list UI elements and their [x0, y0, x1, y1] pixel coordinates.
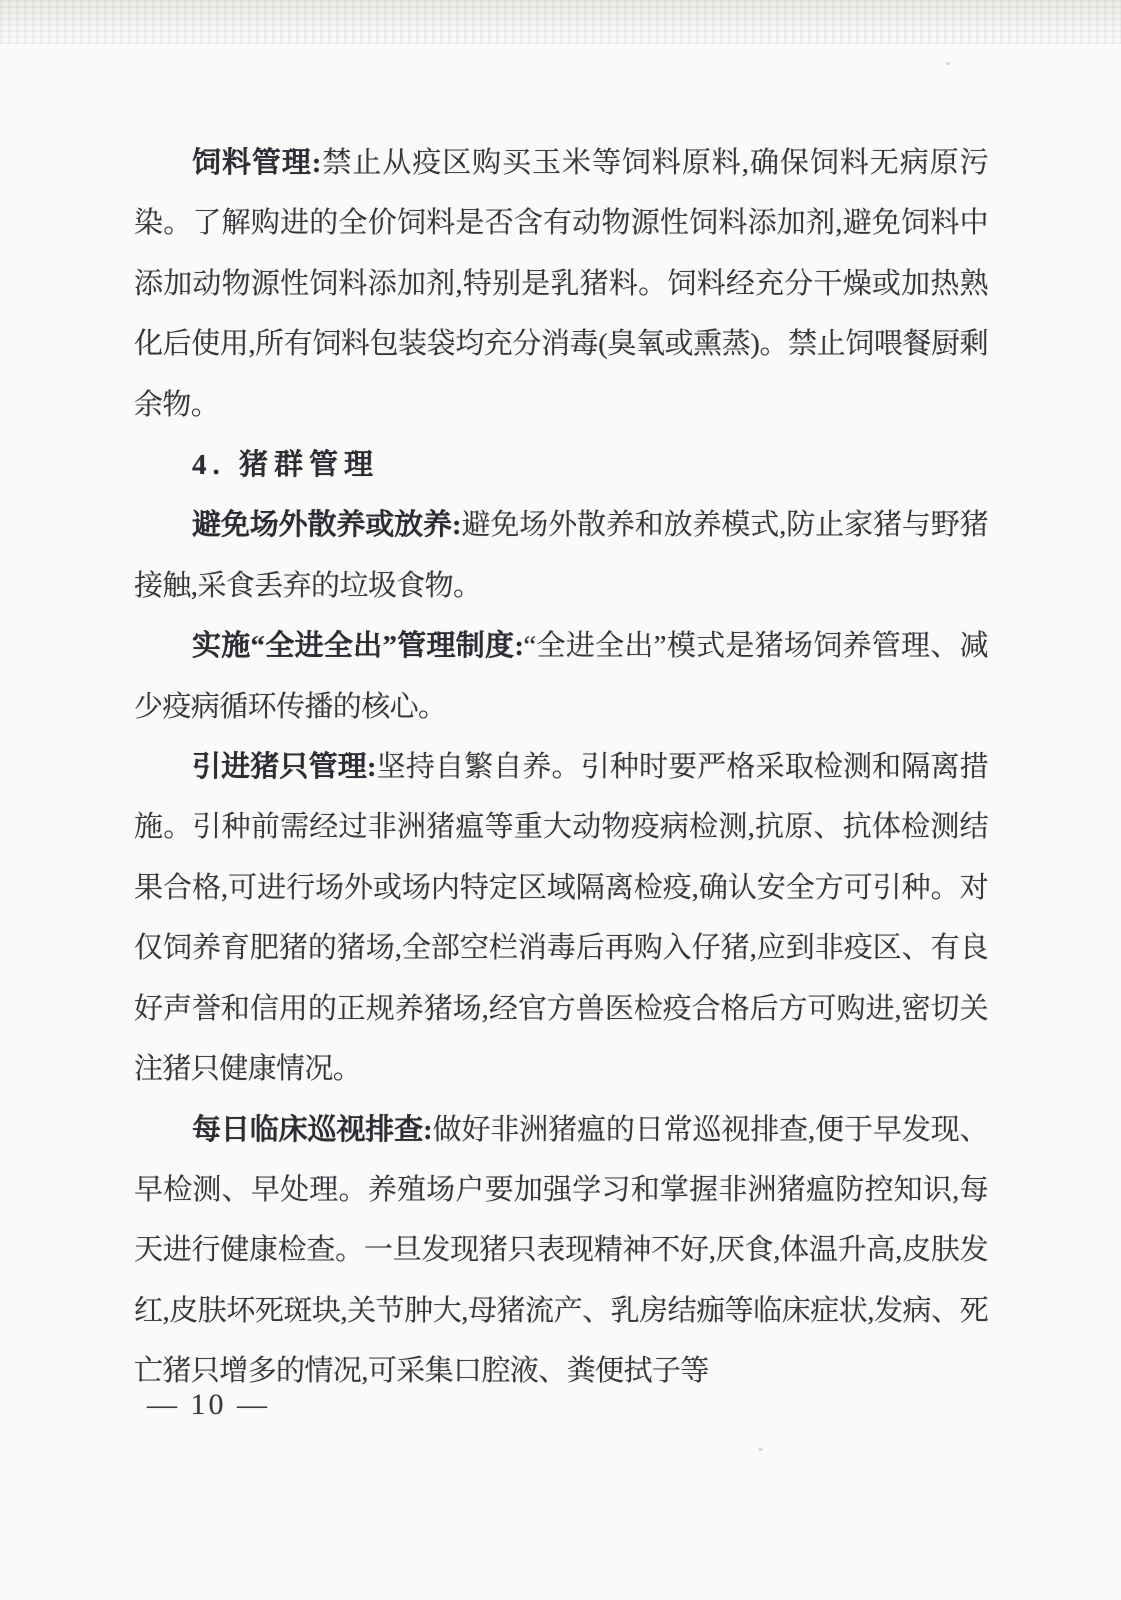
paragraph-lead-all-in-all-out: 实施“全进全出”管理制度:: [192, 630, 524, 663]
paragraph-text-all-in-all-out: “全进全出”模式是猪场饲养管理、减少疫病循环传播的核心。: [134, 630, 989, 723]
paragraph-text-pig-introduction: 坚持自繁自养。引种时要严格采取检测和隔离措施。引种前需经过非洲猪瘟等重大动物疫病检测,抗原、抗体检测结果合格,可进行场外或场内特定区域隔离检疫,确认安全方可引种。对仅饲养育肥猪的猪场,全部空栏消毒后再购入仔猪,应到非疫区、有良好声誉和信用的正规养猪场,经官方兽医检疫合格后方可购进,密切关注猪只健康情况。: [134, 751, 988, 1086]
document-body: [134, 133, 988, 1402]
paragraph-pig-introduction: [134, 737, 988, 1099]
scan-speck: [946, 62, 950, 65]
paragraph-feed-management: [134, 133, 988, 435]
paragraph-lead-daily-clinical-inspection: 每日临床巡视排查:: [192, 1113, 433, 1146]
section-heading-pig-herd-management: 4. 猪群管理: [192, 449, 380, 482]
paragraph-avoid-free-range: [134, 495, 988, 616]
paragraph-lead-pig-introduction: 引进猪只管理:: [192, 751, 376, 784]
scan-speck: [758, 1448, 763, 1451]
paragraph-daily-clinical-inspection: [134, 1100, 988, 1402]
scan-artifact-top-edge: [0, 0, 1121, 44]
paragraph-text-avoid-free-range: 避免场外散养和放养模式,防止家猪与野猪接触,采食丢弃的垃圾食物。: [134, 509, 988, 602]
paragraph-text-daily-clinical-inspection: 做好非洲猪瘟的日常巡视排查,便于早发现、早检测、早处理。养殖场户要加强学习和掌握非洲猪瘟防控知识,每天进行健康检查。一旦发现猪只表现精神不好,厌食,体温升高,皮肤发红,皮肤坏死斑块,关节肿大,母猪流产、乳房结痂等临床症状,发病、死亡猪只增多的情况,可采集口腔液、粪便拭子等: [134, 1113, 988, 1388]
paragraph-all-in-all-out: [134, 616, 988, 737]
paragraph-text-feed-management: 禁止从疫区购买玉米等饲料原料,确保饲料无病原污染。了解购进的全价饲料是否含有动物源性饲料添加剂,避免饲料中添加动物源性饲料添加剂,特别是乳猪料。饲料经充分干燥或加热熟化后使用,所有饲料包装袋均充分消毒(臭氧或熏蒸)。禁止饲喂餐厨剩余物。: [134, 147, 988, 421]
paragraph-lead-feed-management: 饲料管理:: [192, 147, 321, 179]
paragraph-lead-avoid-free-range: 避免场外散养或放养:: [192, 509, 461, 542]
page-number: — 10 —: [147, 1388, 270, 1421]
